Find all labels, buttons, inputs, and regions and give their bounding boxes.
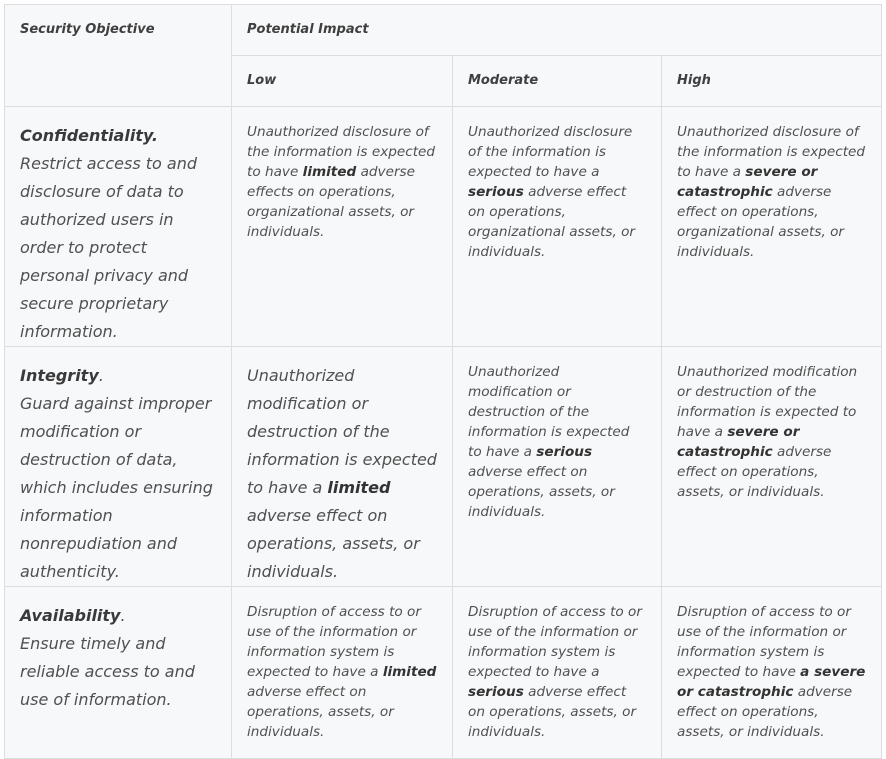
title-suffix: . <box>98 366 104 385</box>
cell-text: Unauthorized disclosure of the information is expected to have <box>247 124 436 180</box>
low-impact-cell <box>232 107 453 347</box>
cell-text: Disruption of access to or use of the information or information system is expected to have a <box>247 604 421 680</box>
high-impact-cell <box>662 347 882 587</box>
table-row-integrity <box>5 347 882 587</box>
objective-cell <box>5 347 232 587</box>
objective-title: Confidentiality. <box>20 126 158 145</box>
cell-text: Unauthorized disclosure of the information is expected to have a <box>468 124 633 180</box>
security-impact-table <box>4 4 882 759</box>
cell-text: adverse effect on operations, assets, or individuals. <box>247 506 420 581</box>
cell-text: adverse effect on operations, assets, or individuals. <box>468 684 637 740</box>
objective-title: Integrity <box>20 366 99 385</box>
moderate-impact-cell <box>453 587 662 759</box>
cell-text: Unauthorized modification or destruction of the information is expected to have a <box>468 364 630 460</box>
objective-description: Guard against improper modification or destruction of data, which includes ensuring information nonrepudiation and authenticity. <box>20 394 213 581</box>
high-impact-cell <box>662 587 882 759</box>
cell-text: Unauthorized disclosure of the information is expected to have a <box>677 124 866 180</box>
impact-emphasis: severe or catastrophic <box>677 164 818 200</box>
objective-cell <box>5 587 232 759</box>
title-suffix: . <box>120 606 126 625</box>
moderate-impact-cell <box>453 107 662 347</box>
security-objective-header: Security Objective <box>5 5 232 107</box>
objective-description: Restrict access to and disclosure of data to authorized users in order to protect personal privacy and secure proprietary information. <box>20 154 197 341</box>
cell-text: Disruption of access to or use of the information or information system is expected to have a <box>468 604 642 680</box>
table-row-availability <box>5 587 882 759</box>
low-impact-cell <box>232 347 453 587</box>
impact-emphasis: limited <box>382 664 437 680</box>
cell-text: adverse effect on operations, organizational assets, or individuals. <box>677 184 845 260</box>
table-row-confidentiality <box>5 107 882 347</box>
cell-text: adverse effect on operations, assets, or individuals. <box>247 684 394 740</box>
low-impact-cell <box>232 587 453 759</box>
cell-text: adverse effects on operations, organizational assets, or individuals. <box>247 164 415 240</box>
moderate-impact-cell <box>453 347 662 587</box>
impact-emphasis: serious <box>536 444 593 460</box>
impact-emphasis: limited <box>327 478 391 497</box>
objective-description: Ensure timely and reliable access to and use of information. <box>20 634 195 709</box>
cell-text: adverse effect on operations, assets, or individuals. <box>468 464 615 520</box>
cell-text: Unauthorized modification or destruction of the information is expected to have a <box>247 366 437 497</box>
header-row <box>5 5 882 56</box>
cell-text: adverse effect on operations, organizational assets, or individuals. <box>468 184 636 260</box>
cell-text: adverse effect on operations, assets, or individuals. <box>677 444 832 500</box>
cell-text: Disruption of access to or use of the information or information system is expected to have <box>677 604 851 680</box>
impact-emphasis: limited <box>302 164 357 180</box>
impact-emphasis: severe or catastrophic <box>677 424 800 460</box>
impact-emphasis: a severe or catastrophic <box>677 664 866 700</box>
impact-emphasis: serious <box>468 184 524 200</box>
high-header: High <box>662 56 882 107</box>
low-header: Low <box>232 56 453 107</box>
objective-title: Availability <box>20 606 121 625</box>
cell-text: Unauthorized modification or destruction of the information is expected to have a <box>677 364 858 440</box>
potential-impact-header: Potential Impact <box>232 5 882 56</box>
moderate-header: Moderate <box>453 56 662 107</box>
high-impact-cell <box>662 107 882 347</box>
objective-cell <box>5 107 232 347</box>
cell-text: adverse effect on operations, assets, or individuals. <box>677 684 853 740</box>
impact-emphasis: serious <box>468 684 524 700</box>
